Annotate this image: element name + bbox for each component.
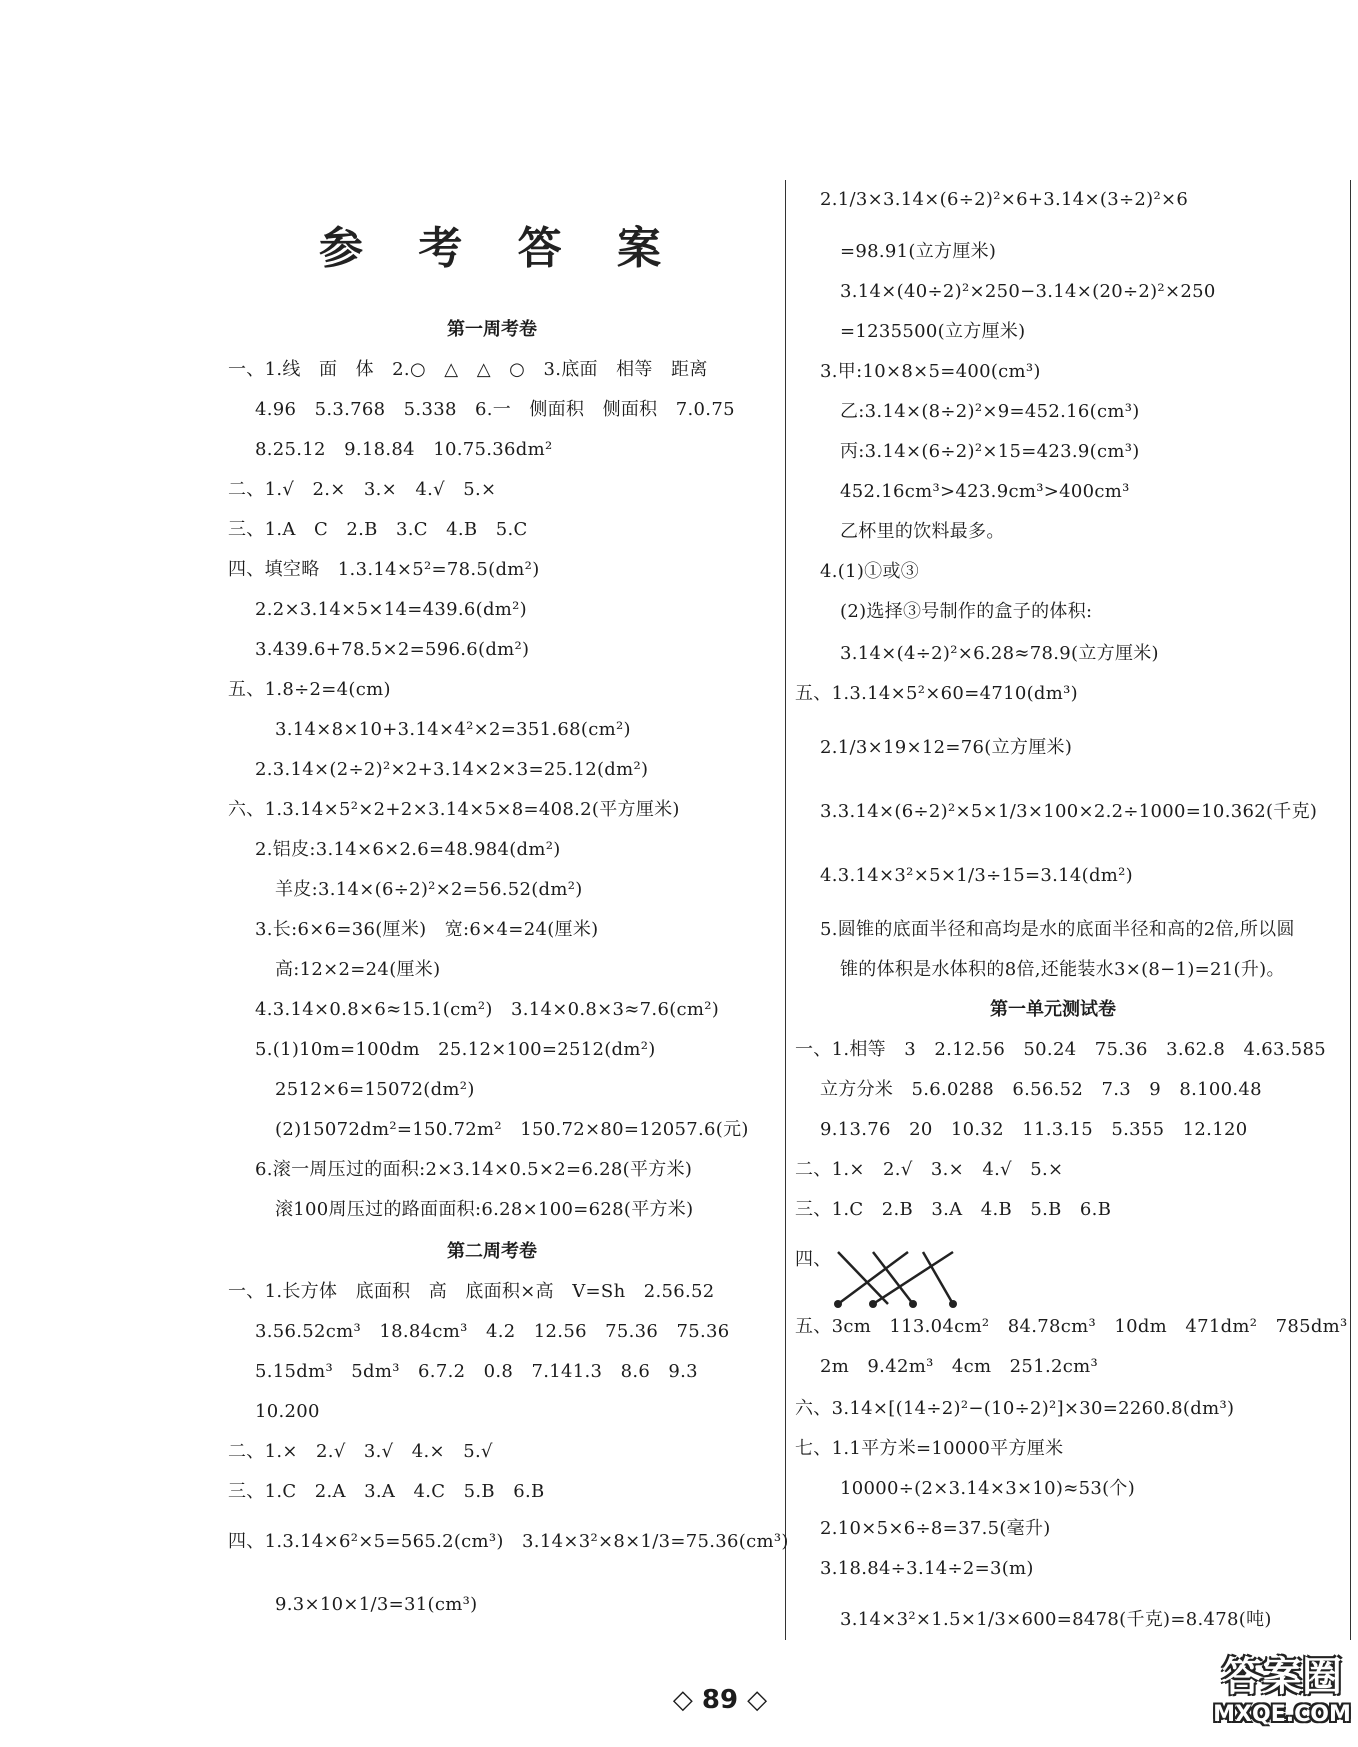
answer-line: 10.200 [255,1401,320,1422]
answer-line: 乙杯里的饮料最多。 [840,521,1005,542]
answer-line: 三、1.C 2.A 3.A 4.C 5.B 6.B [228,1481,545,1502]
answer-line: 2512×6=15072(dm²) [275,1079,475,1100]
match-line [923,1252,953,1304]
answer-line: 2.铝皮:3.14×6×2.6=48.984(dm²) [255,839,561,860]
site-watermark-logo [1212,1652,1352,1742]
answer-line: 2m 9.42m³ 4cm 251.2cm³ [820,1356,1098,1377]
answer-line: 乙:3.14×(8÷2)²×9=452.16(cm³) [840,401,1140,422]
answer-line: 四、 [795,1249,832,1270]
match-dot [869,1300,877,1308]
answer-line: 4.3.14×0.8×6≈15.1(cm²) 3.14×0.8×3≈7.6(cm²) [255,999,720,1020]
answer-line: 5.(1)10m=100dm 25.12×100=2512(dm²) [255,1039,656,1060]
section-heading-week2: 第二周考卷 [447,1241,537,1262]
answer-line: 滚100周压过的路面面积:6.28×100=628(平方米) [275,1199,694,1220]
section-heading-week1: 第一周考卷 [447,319,537,340]
answer-line: 高:12×2=24(厘米) [275,959,441,980]
answer-line: 3.甲:10×8×5=400(cm³) [820,361,1041,382]
page-number-value: 89 [701,1685,739,1715]
answer-line: 5.15dm³ 5dm³ 6.7.2 0.8 7.141.3 8.6 9.3 [255,1361,698,1382]
diamond-icon: ◇ [747,1685,768,1715]
match-dot [834,1300,842,1308]
answer-line: 六、3.14×[(14÷2)²−(10÷2)²]×30=2260.8(dm³) [795,1398,1235,1419]
match-dot [909,1300,917,1308]
answer-line: 六、1.3.14×5²×2+2×3.14×5×8=408.2(平方厘米) [228,799,680,820]
answer-line: =98.91(立方厘米) [840,241,997,262]
answer-line: 3.长:6×6=36(厘米) 宽:6×4=24(厘米) [255,919,599,940]
answer-line: 三、1.C 2.B 3.A 4.B 5.B 6.B [795,1199,1112,1220]
answer-line: 七、1.1平方米=10000平方厘米 [795,1438,1064,1459]
column-divider [785,180,786,1640]
answer-line: (2)选择③号制作的盒子的体积: [840,601,1093,622]
answer-line: 452.16cm³>423.9cm³>400cm³ [840,481,1130,502]
answer-line: 9.13.76 20 10.32 11.3.15 5.355 12.120 [820,1119,1248,1140]
answer-line: 3.14×8×10+3.14×4²×2=351.68(cm²) [275,719,631,740]
answer-line: 锥的体积是水体积的8倍,还能装水3×(8−1)=21(升)。 [840,959,1285,980]
answer-line: 3.14×3²×1.5×1/3×600=8478(千克)=8.478(吨) [840,1609,1272,1630]
answer-line: 5.圆锥的底面半径和高均是水的底面半径和高的2倍,所以圆 [820,919,1295,940]
answer-line: 羊皮:3.14×(6÷2)²×2=56.52(dm²) [275,879,583,900]
answer-line: =1235500(立方厘米) [840,321,1026,342]
answer-line: 3.439.6+78.5×2=596.6(dm²) [255,639,530,660]
match-line [873,1252,953,1304]
answer-line: 一、1.线 面 体 2.○ △ △ ○ 3.底面 相等 距离 [228,359,708,380]
match-dot [949,1300,957,1308]
answer-line: 9.3×10×1/3=31(cm³) [275,1594,478,1615]
answer-line: (2)15072dm²=150.72m² 150.72×80=12057.6(元) [275,1119,749,1140]
matching-lines [838,1252,953,1304]
answer-line: 二、1.× 2.√ 3.√ 4.× 5.√ [228,1441,493,1462]
answer-line: 2.1/3×3.14×(6÷2)²×6+3.14×(3÷2)²×6 [820,189,1189,210]
answer-line: 四、1.3.14×6²×5=565.2(cm³) 3.14×3²×8×1/3=75.36(cm³) [228,1531,789,1552]
answer-line: 立方分米 5.6.0288 6.56.52 7.3 9 8.100.48 [820,1079,1262,1100]
answer-line: 8.25.12 9.18.84 10.75.36dm² [255,439,553,460]
answer-line: 6.滚一周压过的面积:2×3.14×0.5×2=6.28(平方米) [255,1159,693,1180]
answer-line: 二、1.√ 2.× 3.× 4.√ 5.× [228,479,497,500]
answer-line: 五、3cm 113.04cm² 84.78cm³ 10dm 471dm² 785dm³ [795,1316,1348,1337]
watermark-top-text: 答案圈 [1222,1654,1342,1700]
watermark-bottom-text: MXQE.COM [1213,1702,1351,1727]
matching-lines-diagram [828,1248,968,1308]
right-border [1350,180,1351,1640]
matching-dots [834,1300,957,1308]
answer-line: 四、填空略 1.3.14×5²=78.5(dm²) [228,559,540,580]
answer-line: 五、1.3.14×5²×60=4710(dm³) [795,683,1078,704]
answer-line: 2.1/3×19×12=76(立方厘米) [820,737,1073,758]
answer-line: 五、1.8÷2=4(cm) [228,679,391,700]
answer-line: 二、1.× 2.√ 3.× 4.√ 5.× [795,1159,1064,1180]
page-title: 参 考 答 案 [319,223,681,274]
answer-line: 3.56.52cm³ 18.84cm³ 4.2 12.56 75.36 75.36 [255,1321,730,1342]
answer-line: 3.14×(40÷2)²×250−3.14×(20÷2)²×250 [840,281,1216,302]
answer-line: 一、1.相等 3 2.12.56 50.24 75.36 3.62.8 4.63.585 [795,1039,1326,1060]
answer-line: 4.96 5.3.768 5.338 6.一 侧面积 侧面积 7.0.75 [255,399,735,420]
answer-line: 3.14×(4÷2)²×6.28≈78.9(立方厘米) [840,643,1159,664]
answer-line: 4.(1)①或③ [820,561,920,582]
answer-line: 3.3.14×(6÷2)²×5×1/3×100×2.2÷1000=10.362(千克) [820,801,1318,822]
answer-line: 4.3.14×3²×5×1/3÷15=3.14(dm²) [820,865,1133,886]
answer-line: 2.10×5×6÷8=37.5(毫升) [820,1518,1051,1539]
answer-line: 三、1.A C 2.B 3.C 4.B 5.C [228,519,528,540]
answer-line: 2.3.14×(2÷2)²×2+3.14×2×3=25.12(dm²) [255,759,649,780]
page-number [655,1685,785,1715]
answer-line: 3.18.84÷3.14÷2=3(m) [820,1558,1034,1579]
answer-line: 一、1.长方体 底面积 高 底面积×高 V=Sh 2.56.52 [228,1281,715,1302]
diamond-icon: ◇ [672,1685,693,1715]
match-line [838,1252,908,1304]
answer-line: 10000÷(2×3.14×3×10)≈53(个) [840,1478,1136,1499]
section-heading-unit1: 第一单元测试卷 [990,999,1116,1020]
answer-line: 丙:3.14×(6÷2)²×15=423.9(cm³) [840,441,1140,462]
answer-line: 2.2×3.14×5×14=439.6(dm²) [255,599,527,620]
